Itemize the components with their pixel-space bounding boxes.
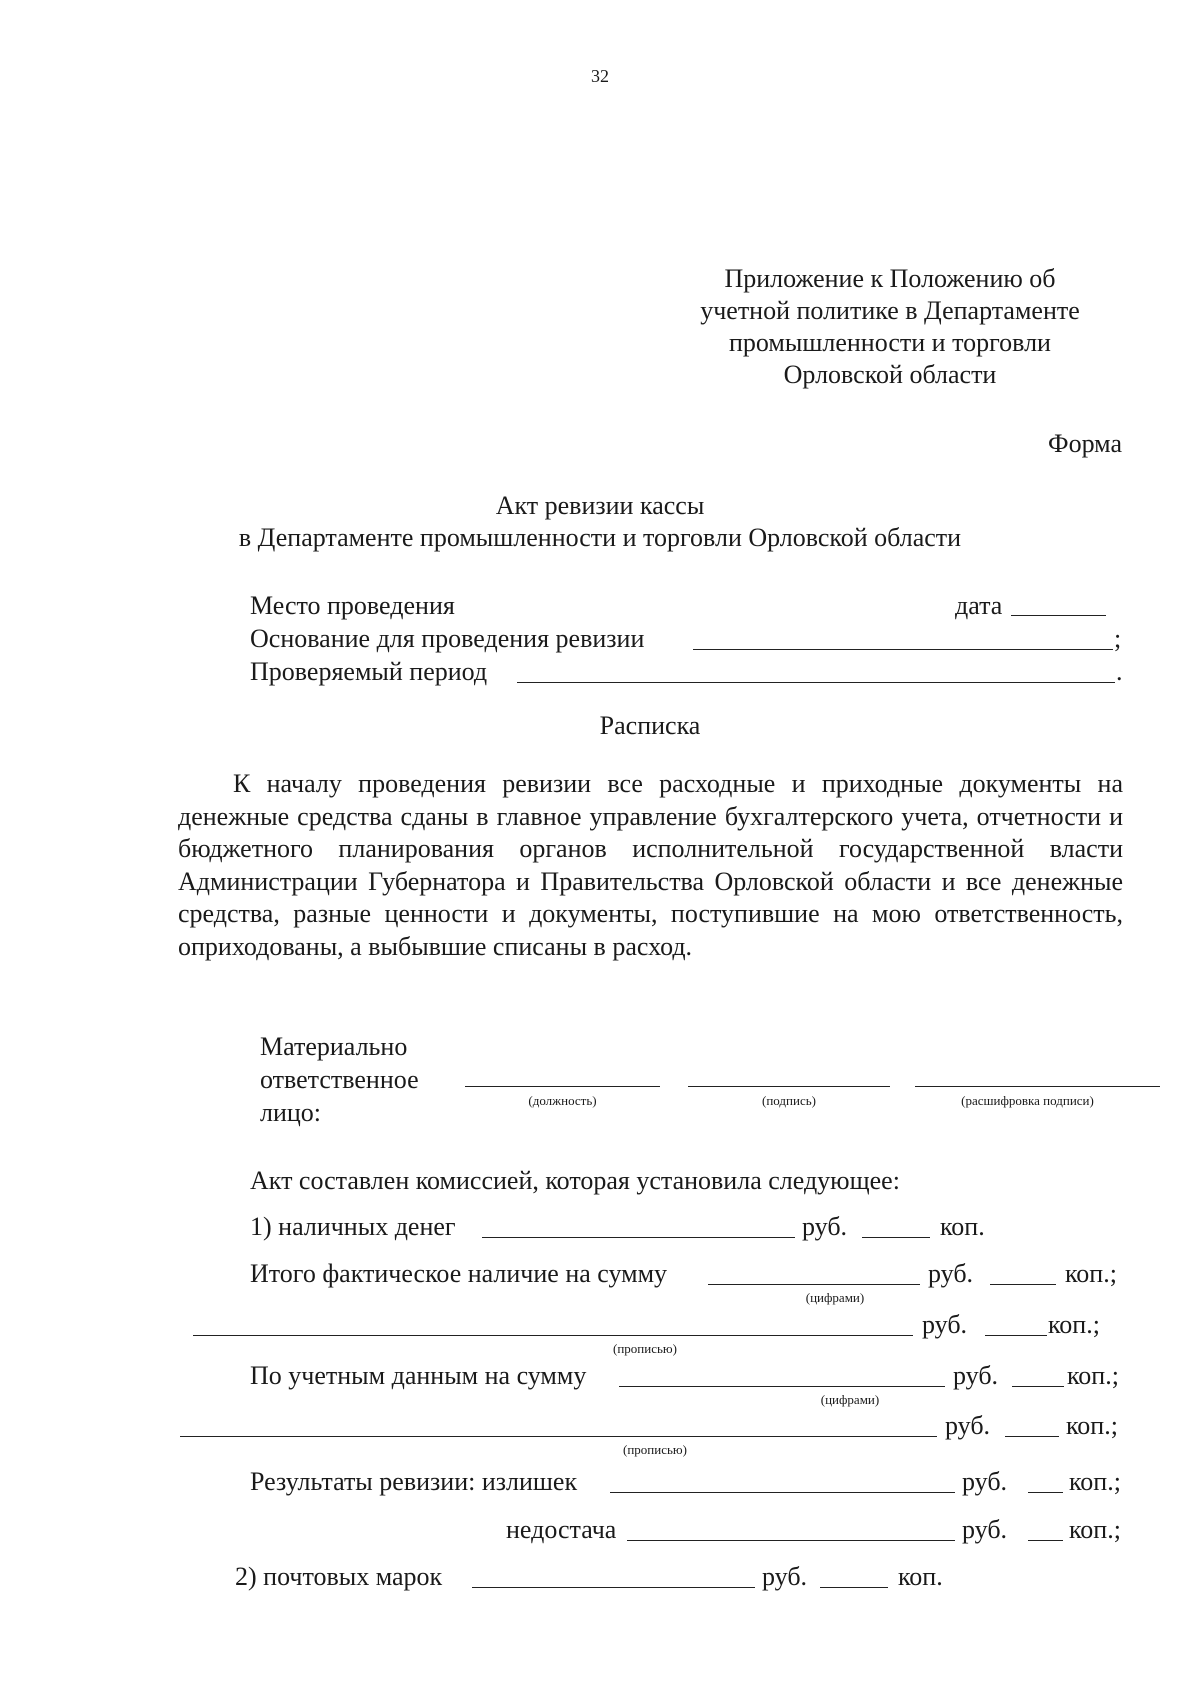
period-field-line[interactable] <box>517 682 1115 683</box>
actual-rub-unit: руб. <box>928 1259 974 1288</box>
period-end-mark: . <box>1116 657 1123 686</box>
records-words-kop-line[interactable] <box>1005 1436 1059 1437</box>
person-label-line-3: лицо: <box>260 1098 322 1127</box>
decoding-caption: (расшифровка подписи) <box>961 1093 1094 1108</box>
cash-kop-unit: коп. <box>940 1212 985 1241</box>
stamps-kop-unit: коп. <box>898 1562 943 1591</box>
records-words-line[interactable] <box>180 1436 937 1437</box>
cash-rub-unit: руб. <box>802 1212 848 1241</box>
basis-label: Основание для проведения ревизии <box>250 624 645 653</box>
cash-rub-line[interactable] <box>482 1237 795 1238</box>
form-label: Форма <box>1048 429 1122 458</box>
cash-kop-line[interactable] <box>862 1237 930 1238</box>
date-field-line[interactable] <box>1011 615 1106 616</box>
records-words-caption: (прописью) <box>623 1442 687 1457</box>
decoding-field-line[interactable] <box>915 1086 1160 1087</box>
actual-words-line[interactable] <box>193 1335 913 1336</box>
surplus-rub-line[interactable] <box>610 1492 955 1493</box>
records-words-kop-unit: коп.; <box>1066 1411 1118 1440</box>
surplus-rub-unit: руб. <box>962 1467 1008 1496</box>
stamps-kop-line[interactable] <box>820 1587 888 1588</box>
actual-words-kop-line[interactable] <box>985 1335 1047 1336</box>
position-caption: (должность) <box>528 1093 597 1108</box>
shortage-kop-line[interactable] <box>1028 1540 1063 1541</box>
person-label-line-1: Материально <box>260 1032 408 1061</box>
results-surplus-label: Результаты ревизии: излишек <box>250 1467 578 1496</box>
shortage-rub-line[interactable] <box>627 1540 955 1541</box>
receipt-heading: Расписка <box>599 711 701 740</box>
stamps-rub-line[interactable] <box>472 1587 755 1588</box>
signature-field-line[interactable] <box>688 1086 890 1087</box>
shortage-label: недостача <box>506 1515 617 1544</box>
basis-field-line[interactable] <box>693 649 1113 650</box>
period-label: Проверяемый период <box>250 657 488 686</box>
cash-label: 1) наличных денег <box>250 1212 456 1241</box>
actual-words-caption: (прописью) <box>613 1341 677 1356</box>
act-intro: Акт составлен комиссией, которая установила следующее: <box>250 1166 900 1195</box>
place-label: Место проведения <box>250 591 455 620</box>
receipt-text: К началу проведения ревизии все расходные и приходные документы на денежные средства сданы в главное управление бухгалтерского учета, отчетности и бюджетного планирования органов исполнительной государственной власти Администрации Губернатора и Правительства Орловской области и все денежные средства, разные ценности и документы, поступившие на мою ответственность, оприходованы, а выбывшие списаны в расход. <box>178 769 1123 961</box>
records-digits-caption: (цифрами) <box>820 1392 880 1407</box>
surplus-kop-line[interactable] <box>1028 1492 1063 1493</box>
actual-words-kop-unit: коп.; <box>1048 1310 1100 1339</box>
shortage-kop-unit: коп.; <box>1069 1515 1121 1544</box>
stamps-rub-unit: руб. <box>762 1562 808 1591</box>
document-title <box>0 490 1200 554</box>
receipt-paragraph <box>178 768 1123 963</box>
appendix-line-4: Орловской области <box>783 360 997 389</box>
surplus-kop-unit: коп.; <box>1069 1467 1121 1496</box>
actual-digits-caption: (цифрами) <box>805 1290 865 1305</box>
basis-end-mark: ; <box>1114 624 1122 653</box>
actual-words-rub-unit: руб. <box>922 1310 968 1339</box>
person-label-line-2: ответственное <box>260 1065 419 1094</box>
appendix-line-2: учетной политике в Департаменте <box>700 296 1080 325</box>
actual-kop-line[interactable] <box>990 1284 1056 1285</box>
appendix-line-3: промышленности и торговли <box>729 328 1051 357</box>
actual-kop-unit: коп.; <box>1065 1259 1117 1288</box>
shortage-rub-unit: руб. <box>962 1515 1008 1544</box>
title-line-2: в Департаменте промышленности и торговли Орловской области <box>238 523 962 552</box>
signature-caption: (подпись) <box>762 1093 816 1108</box>
title-line-1: Акт ревизии кассы <box>495 491 705 520</box>
records-rub-unit: руб. <box>953 1361 999 1390</box>
actual-total-label: Итого фактическое наличие на сумму <box>250 1259 668 1288</box>
appendix-header <box>640 263 1140 391</box>
stamps-label: 2) почтовых марок <box>235 1562 443 1591</box>
date-label: дата <box>955 591 1003 620</box>
records-words-rub-unit: руб. <box>945 1411 991 1440</box>
records-kop-unit: коп.; <box>1067 1361 1119 1390</box>
responsible-person-label <box>260 1030 419 1129</box>
records-label: По учетным данным на сумму <box>250 1361 587 1390</box>
page-number: 32 <box>591 66 609 86</box>
actual-digits-line[interactable] <box>708 1284 920 1285</box>
position-field-line[interactable] <box>465 1086 660 1087</box>
records-kop-line[interactable] <box>1012 1386 1064 1387</box>
records-digits-line[interactable] <box>619 1386 945 1387</box>
appendix-line-1: Приложение к Положению об <box>724 264 1056 293</box>
